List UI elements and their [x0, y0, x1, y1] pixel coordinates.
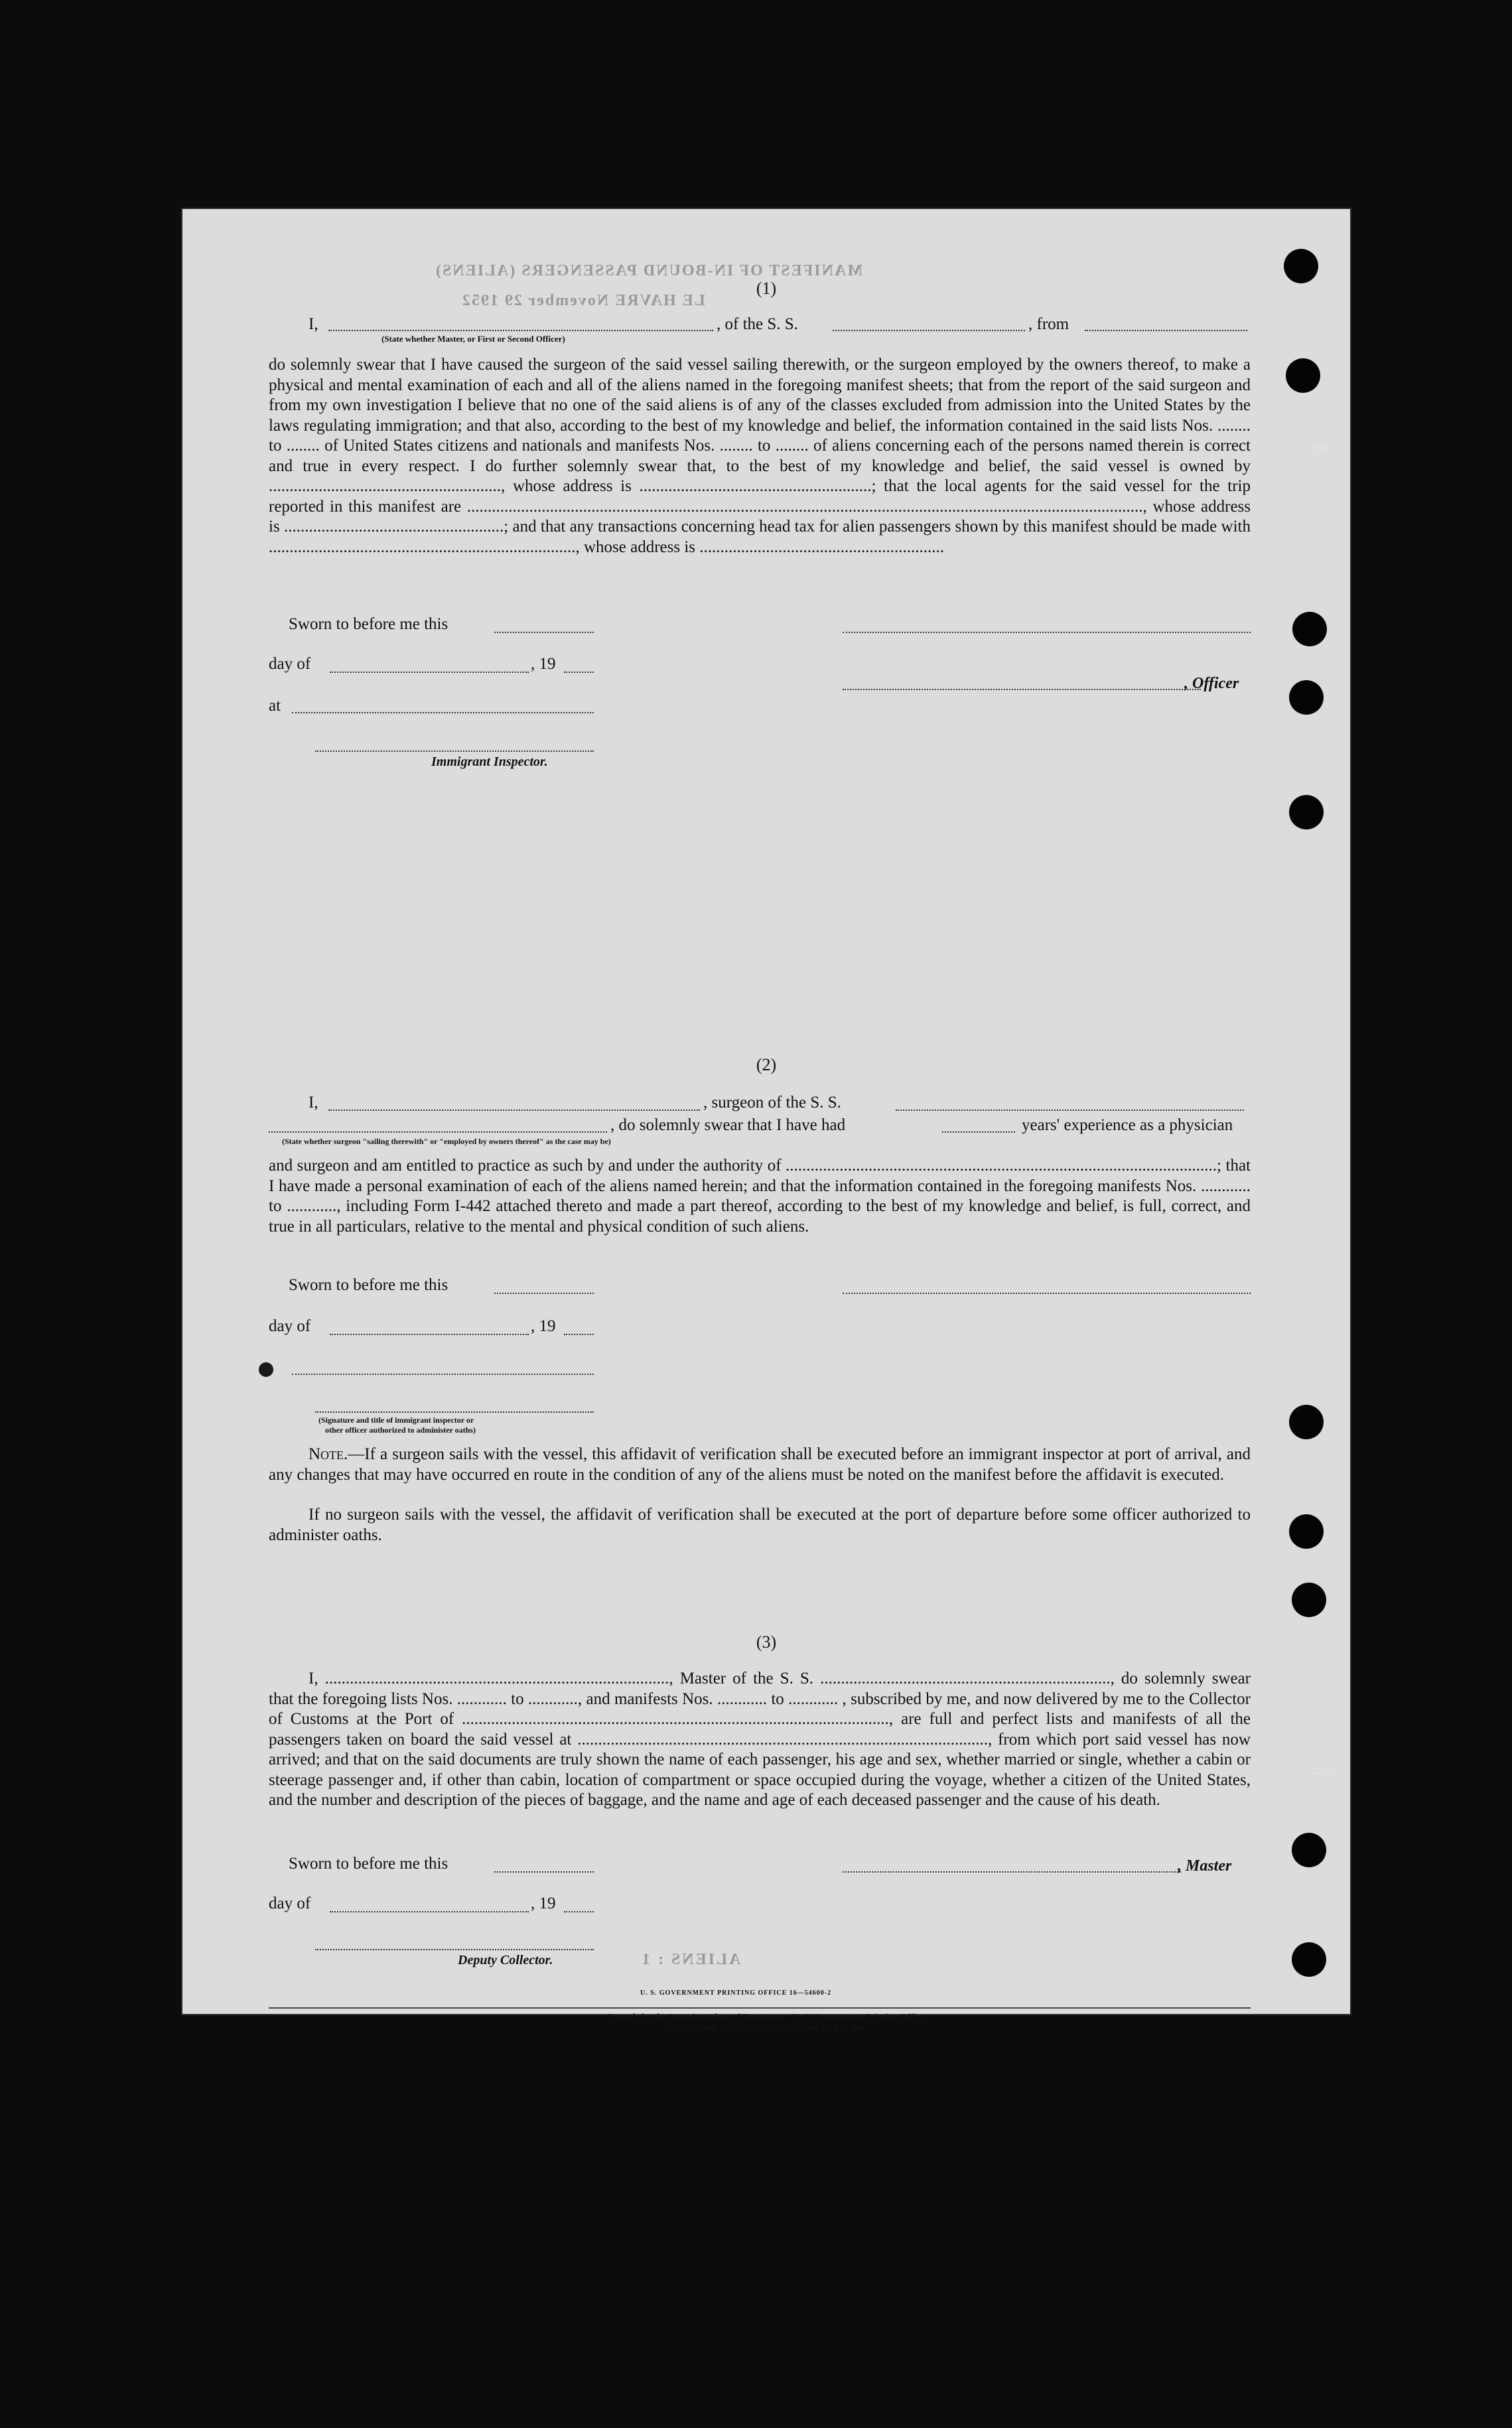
- s1-officer-line: [843, 689, 1201, 690]
- s2-sig-caption-2: other officer authorized to administer oaths): [325, 1425, 476, 1435]
- s2-i-label: I,: [309, 1094, 318, 1111]
- s2-years-line: [942, 1131, 1015, 1133]
- section-1-number: (1): [756, 279, 777, 298]
- s1-i-label: I,: [309, 315, 318, 333]
- s1-inspector-line: [315, 750, 594, 752]
- binder-hole: [1292, 1583, 1326, 1617]
- s2-oath-body: and surgeon and am entitled to practice as such by and under the authority of ........................................................................................................; that I have made a personal examination of each of the aliens named herein; and that the information contained in the foregoing manifests Nos. ............ to ............, including Form I-442 attached thereto and made a part thereof, according to the best of my knowledge and belief, is full, correct, and true in all particulars, relative to the mental and physical condition of such aliens.: [269, 1157, 1251, 1236]
- s1-state-caption: (State whether Master, or First or Second Officer): [381, 334, 565, 344]
- s2-note2: If no surgeon sails with the vessel, the affidavit of verification shall be executed at the port of departure before some officer authorized to administer oaths.: [269, 1506, 1251, 1544]
- binder-hole: [1289, 680, 1324, 715]
- s2-at-line: [292, 1374, 594, 1375]
- s2-state-caption: (State whether surgeon "sailing therewith" or "employed by owners thereof" as the case may be): [282, 1137, 611, 1146]
- s2-name-line: [328, 1109, 700, 1111]
- document-page: [182, 209, 1350, 2033]
- s2-sig-line: [315, 1411, 594, 1413]
- s1-from: , from: [1028, 315, 1069, 333]
- s1-of-ss: , of the S. S.: [717, 315, 798, 333]
- s2-swear: , do solemnly swear that I have had: [610, 1116, 846, 1134]
- s2-surgeon-sig-line: [843, 1293, 1251, 1294]
- s3-master-line: [843, 1871, 1181, 1873]
- s1-inspector: Immigrant Inspector.: [431, 754, 548, 769]
- s1-year: , 19: [531, 655, 556, 673]
- s3-sworn: Sworn to before me this: [289, 1855, 448, 1873]
- s2-day-line: [330, 1334, 529, 1335]
- s2-day-of: day of: [269, 1317, 311, 1335]
- bleed-through-aliens: ALIENS : 1: [640, 1951, 741, 1968]
- bleed-through-heading: MANIFEST OF IN-BOUND PASSENGERS (ALIENS): [435, 262, 862, 279]
- s1-officer-sig-line: [843, 632, 1251, 633]
- s1-name-line: [328, 330, 713, 331]
- s1-year-line: [564, 672, 594, 673]
- s2-sworn-line: [494, 1293, 594, 1294]
- s1-oath-body: do solemnly swear that I have caused the surgeon of the said vessel sailing therewith, or the surgeon employed by the owners thereof, to make a physical and mental examination of each and all of the aliens named in the foregoing manifest sheets; that from the report of the said surgeon and from my own investigation I believe that no one of the said aliens is of any of the classes excluded from admission into the United States by the laws regulating immigration; and that also, according to the best of my knowledge and belief, the information contained in the said lists Nos. ........ to ........ of United States citizens and nationals and manifests Nos. ........ to ........ of aliens concerning each of the persons named therein is correct and true in every respect. I do further solemnly swear that, to the best of my knowledge and belief, the said vessel is owned by ........................................................, whose address is ........................................................; that the local agents for the said vessel for the trip reported in this manifest are ..................................................................................................................................................................., whose address is .....................................................; and that any transactions concerning head tax for alien passengers shown by this manifest should be made with .........................................................................., whose address is ...........................................................: [269, 356, 1251, 556]
- s3-year-line: [564, 1911, 594, 1912]
- s3-master: , Master: [1178, 1857, 1232, 1875]
- binder-hole: [1286, 358, 1320, 393]
- binder-hole: [1292, 1833, 1326, 1867]
- section-2-number: (2): [756, 1055, 777, 1074]
- s1-at: at: [269, 697, 281, 715]
- s1-sworn-line: [494, 632, 594, 633]
- section-3-number: (3): [756, 1632, 777, 1652]
- s3-year: , 19: [531, 1894, 556, 1912]
- edge-mark: [1312, 447, 1332, 449]
- s2-note-label: Note.: [309, 1445, 348, 1463]
- s2-surgeon-of-ss: , surgeon of the S. S.: [703, 1094, 841, 1111]
- edge-mark: [1312, 1772, 1332, 1774]
- binder-hole: [1289, 1514, 1324, 1549]
- s2-note: [269, 1445, 1251, 1485]
- bleed-through-date: LE HAVRE November 29 1952: [461, 292, 705, 309]
- s2-sig-caption-1: (Signature and title of immigrant inspector or: [318, 1415, 474, 1425]
- footer-sale-2: Washington 25, D. C. - Price $1.75 per pad of 100: [669, 2023, 864, 2033]
- footer-rule: [269, 2007, 1251, 2009]
- s1-port-line: [1085, 330, 1247, 331]
- s3-day-of: day of: [269, 1894, 311, 1912]
- s2-years: years' experience as a physician: [1022, 1116, 1233, 1134]
- binder-hole: [1292, 612, 1327, 646]
- footer-sale-1: For sale by the Superintendent of Documents, U. S. Government Printing Office: [608, 2013, 925, 2023]
- s2-note-text: —If a surgeon sails with the vessel, this affidavit of verification shall be executed before an immigrant inspector at port of arrival, and any changes that may have occurred en route in the condition of any of the aliens must be noted on the manifest before the affidavit is executed.: [269, 1445, 1251, 1484]
- s1-at-line: [292, 712, 594, 713]
- binder-hole: [1292, 1942, 1326, 1977]
- s1-day-of: day of: [269, 655, 311, 673]
- s3-day-line: [330, 1911, 529, 1912]
- gpo-imprint: U. S. GOVERNMENT PRINTING OFFICE 16—54600-2: [640, 1989, 832, 1997]
- s2-year: , 19: [531, 1317, 556, 1335]
- binder-hole: [1284, 249, 1318, 283]
- s2-ship-line: [896, 1109, 1244, 1111]
- s3-oath-body: I, ..................................................................................., Master of the S. S. ......................................................................, do solemnly swear that the foregoing lists Nos. ............ to ............, and manifests Nos. ............ to ............ , subscribed by me, and now delivered by me to the Collector of Customs at the Port of ......................................................................................................., are full and perfect lists and manifests of all the passengers taken on board the said vessel at ..................................................................................................., from which port said vessel has now arrived; and that on the said documents are truly shown the name of each passenger, his age and sex, whether married or single, whether a cabin or steerage passenger and, if other than cabin, location of compartment or space occupied during the voyage, whether a citizen of the United States, and the number and description of the pieces of baggage, and the name and age of each deceased passenger and the cause of his death.: [269, 1670, 1251, 1809]
- binder-hole: [1289, 795, 1324, 829]
- ink-blot: [259, 1362, 273, 1377]
- s1-officer: , Officer: [1184, 675, 1239, 692]
- s1-day-line: [330, 672, 529, 673]
- s3-collector-line: [315, 1949, 594, 1950]
- s1-sworn: Sworn to before me this: [289, 615, 448, 633]
- s2-sworn: Sworn to before me this: [289, 1276, 448, 1294]
- s2-status-line: [269, 1131, 607, 1133]
- s3-sworn-line: [494, 1871, 594, 1873]
- s3-collector: Deputy Collector.: [458, 1953, 553, 1967]
- s2-year-line: [564, 1334, 594, 1335]
- s1-ship-line: [833, 330, 1025, 331]
- binder-hole: [1289, 1405, 1324, 1439]
